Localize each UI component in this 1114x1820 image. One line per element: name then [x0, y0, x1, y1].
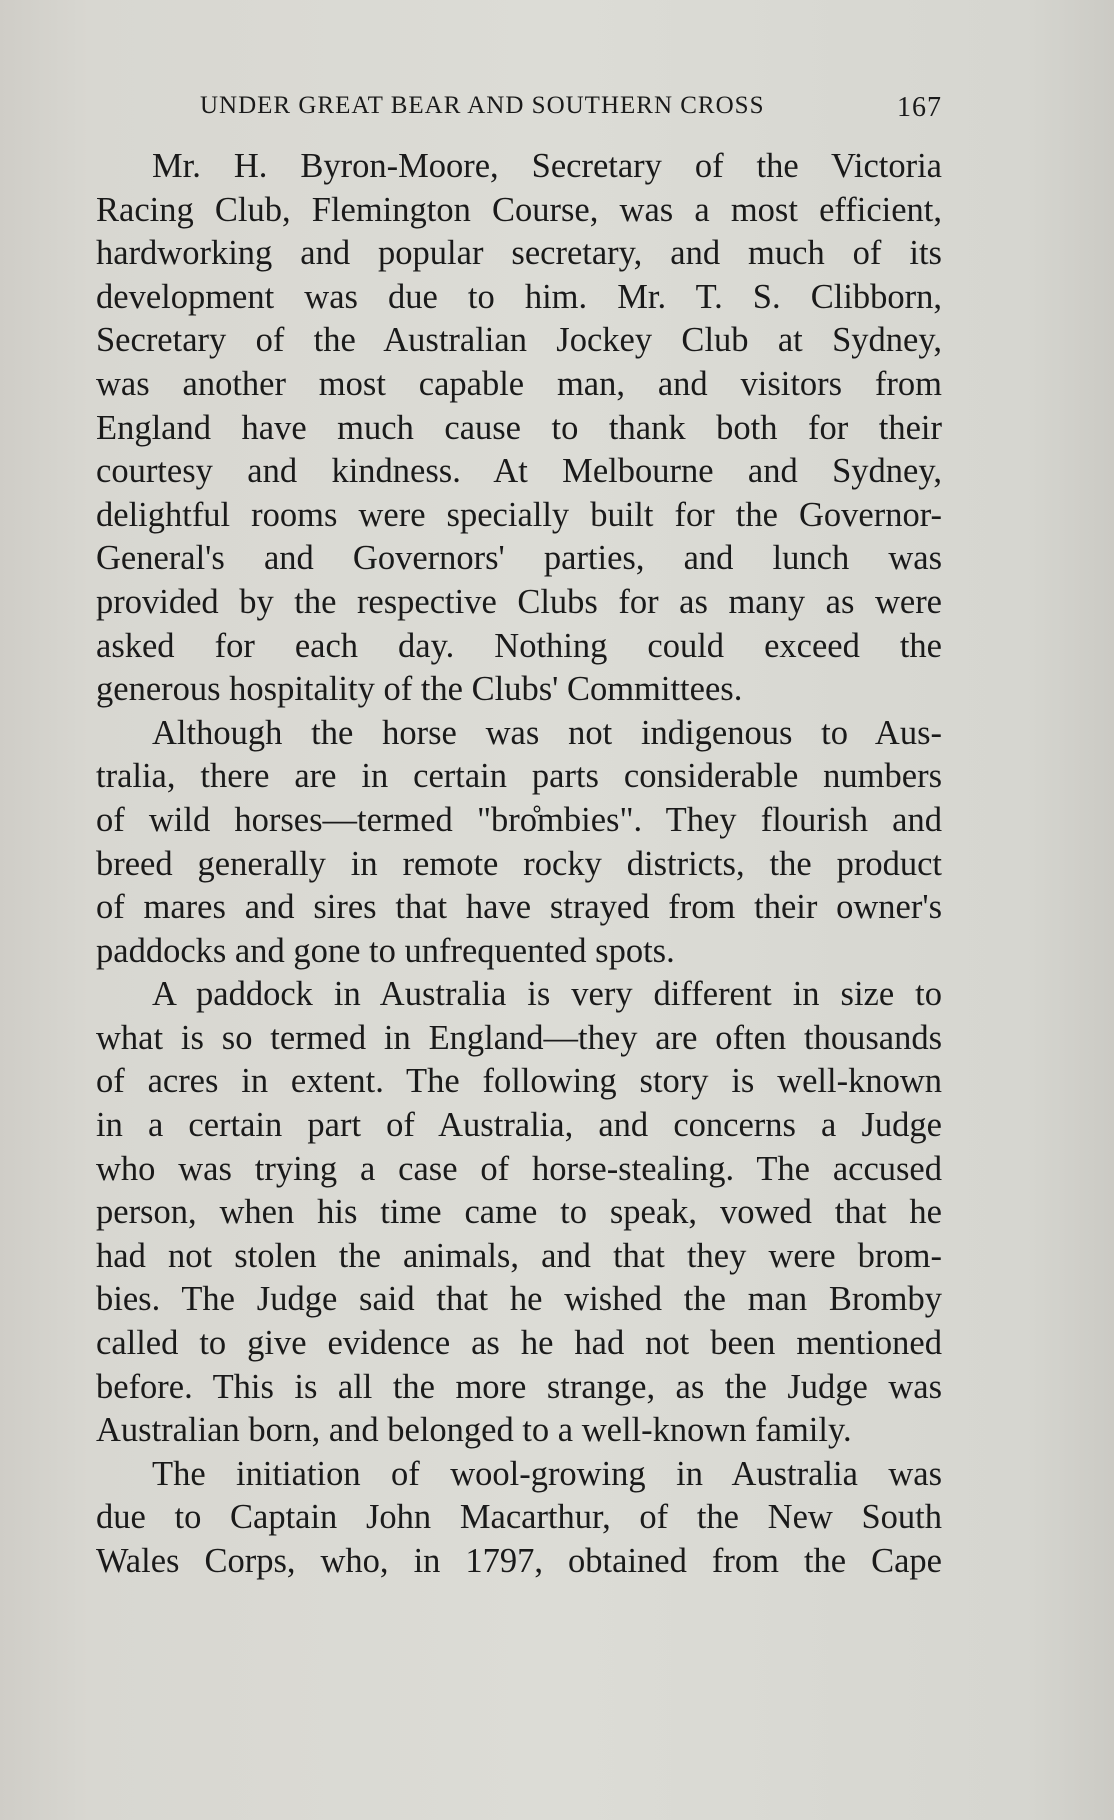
text-line: of mares and sires that have strayed from their owner's [96, 888, 942, 927]
text-line: due to Captain John Macarthur, of the New South [96, 1498, 942, 1537]
text-line: paddocks and gone to unfrequented spots. [96, 931, 675, 970]
text-line: development was due to him. Mr. T. S. Clibborn, [96, 277, 942, 316]
text-line: asked for each day. Nothing could exceed the [96, 626, 942, 665]
text-line: hardworking and popular secretary, and much of its [96, 234, 942, 273]
text-line: The initiation of wool-growing in Australia was [152, 1454, 942, 1493]
text-line: person, when his time came to speak, vowed that he [96, 1193, 942, 1232]
paragraph [96, 973, 942, 1453]
paragraph [96, 1453, 942, 1584]
text-line: Racing Club, Flemington Course, was a most efficient, [96, 190, 942, 229]
text-line: had not stolen the animals, and that they were brom- [96, 1236, 942, 1275]
body-text [96, 145, 942, 1584]
text-line: courtesy and kindness. At Melbourne and Sydney, [96, 452, 942, 491]
page-number: 167 [897, 92, 942, 123]
text-line: tralia, there are in certain parts considerable numbers [96, 757, 942, 796]
text-line: bies. The Judge said that he wished the man Bromby [96, 1280, 942, 1319]
text-line: before. This is all the more strange, as the Judge was [96, 1367, 942, 1406]
text-line: England have much cause to thank both for their [96, 408, 942, 447]
text-line: breed generally in remote rocky districts, the product [96, 844, 942, 883]
text-line: Mr. H. Byron-Moore, Secretary of the Victoria [152, 147, 942, 185]
paragraph [96, 145, 942, 712]
text-line: provided by the respective Clubs for as many as were [96, 582, 942, 621]
text-line: Although the horse was not indigenous to Aus- [152, 713, 942, 752]
text-line: who was trying a case of horse-stealing. The accused [96, 1149, 942, 1188]
text-line: generous hospitality of the Clubs' Committees. [96, 670, 743, 709]
text-line: Australian born, and belonged to a well-known family. [96, 1411, 852, 1450]
running-title: UNDER GREAT BEAR AND SOUTHERN CROSS [200, 92, 765, 119]
text-line: Secretary of the Australian Jockey Club at Sydney, [96, 321, 942, 360]
text-line: in a certain part of Australia, and concerns a Judge [96, 1106, 942, 1145]
text-line: what is so termed in England—they are often thousands [96, 1018, 942, 1057]
running-header [200, 92, 942, 122]
text-line: delightful rooms were specially built for the Governor- [96, 495, 942, 534]
text-line: was another most capable man, and visitors from [96, 364, 942, 403]
text-line: Wales Corps, who, in 1797, obtained from the Cape [96, 1542, 942, 1580]
text-line: of wild horses—termed "bro̊mbies". They flourish and [96, 800, 942, 839]
text-line: A paddock in Australia is very different in size to [152, 975, 942, 1014]
text-line: General's and Governors' parties, and lunch was [96, 539, 942, 578]
text-line: of acres in extent. The following story is well-known [96, 1062, 942, 1101]
text-line: called to give evidence as he had not been mentioned [96, 1324, 942, 1363]
paragraph [96, 712, 942, 974]
